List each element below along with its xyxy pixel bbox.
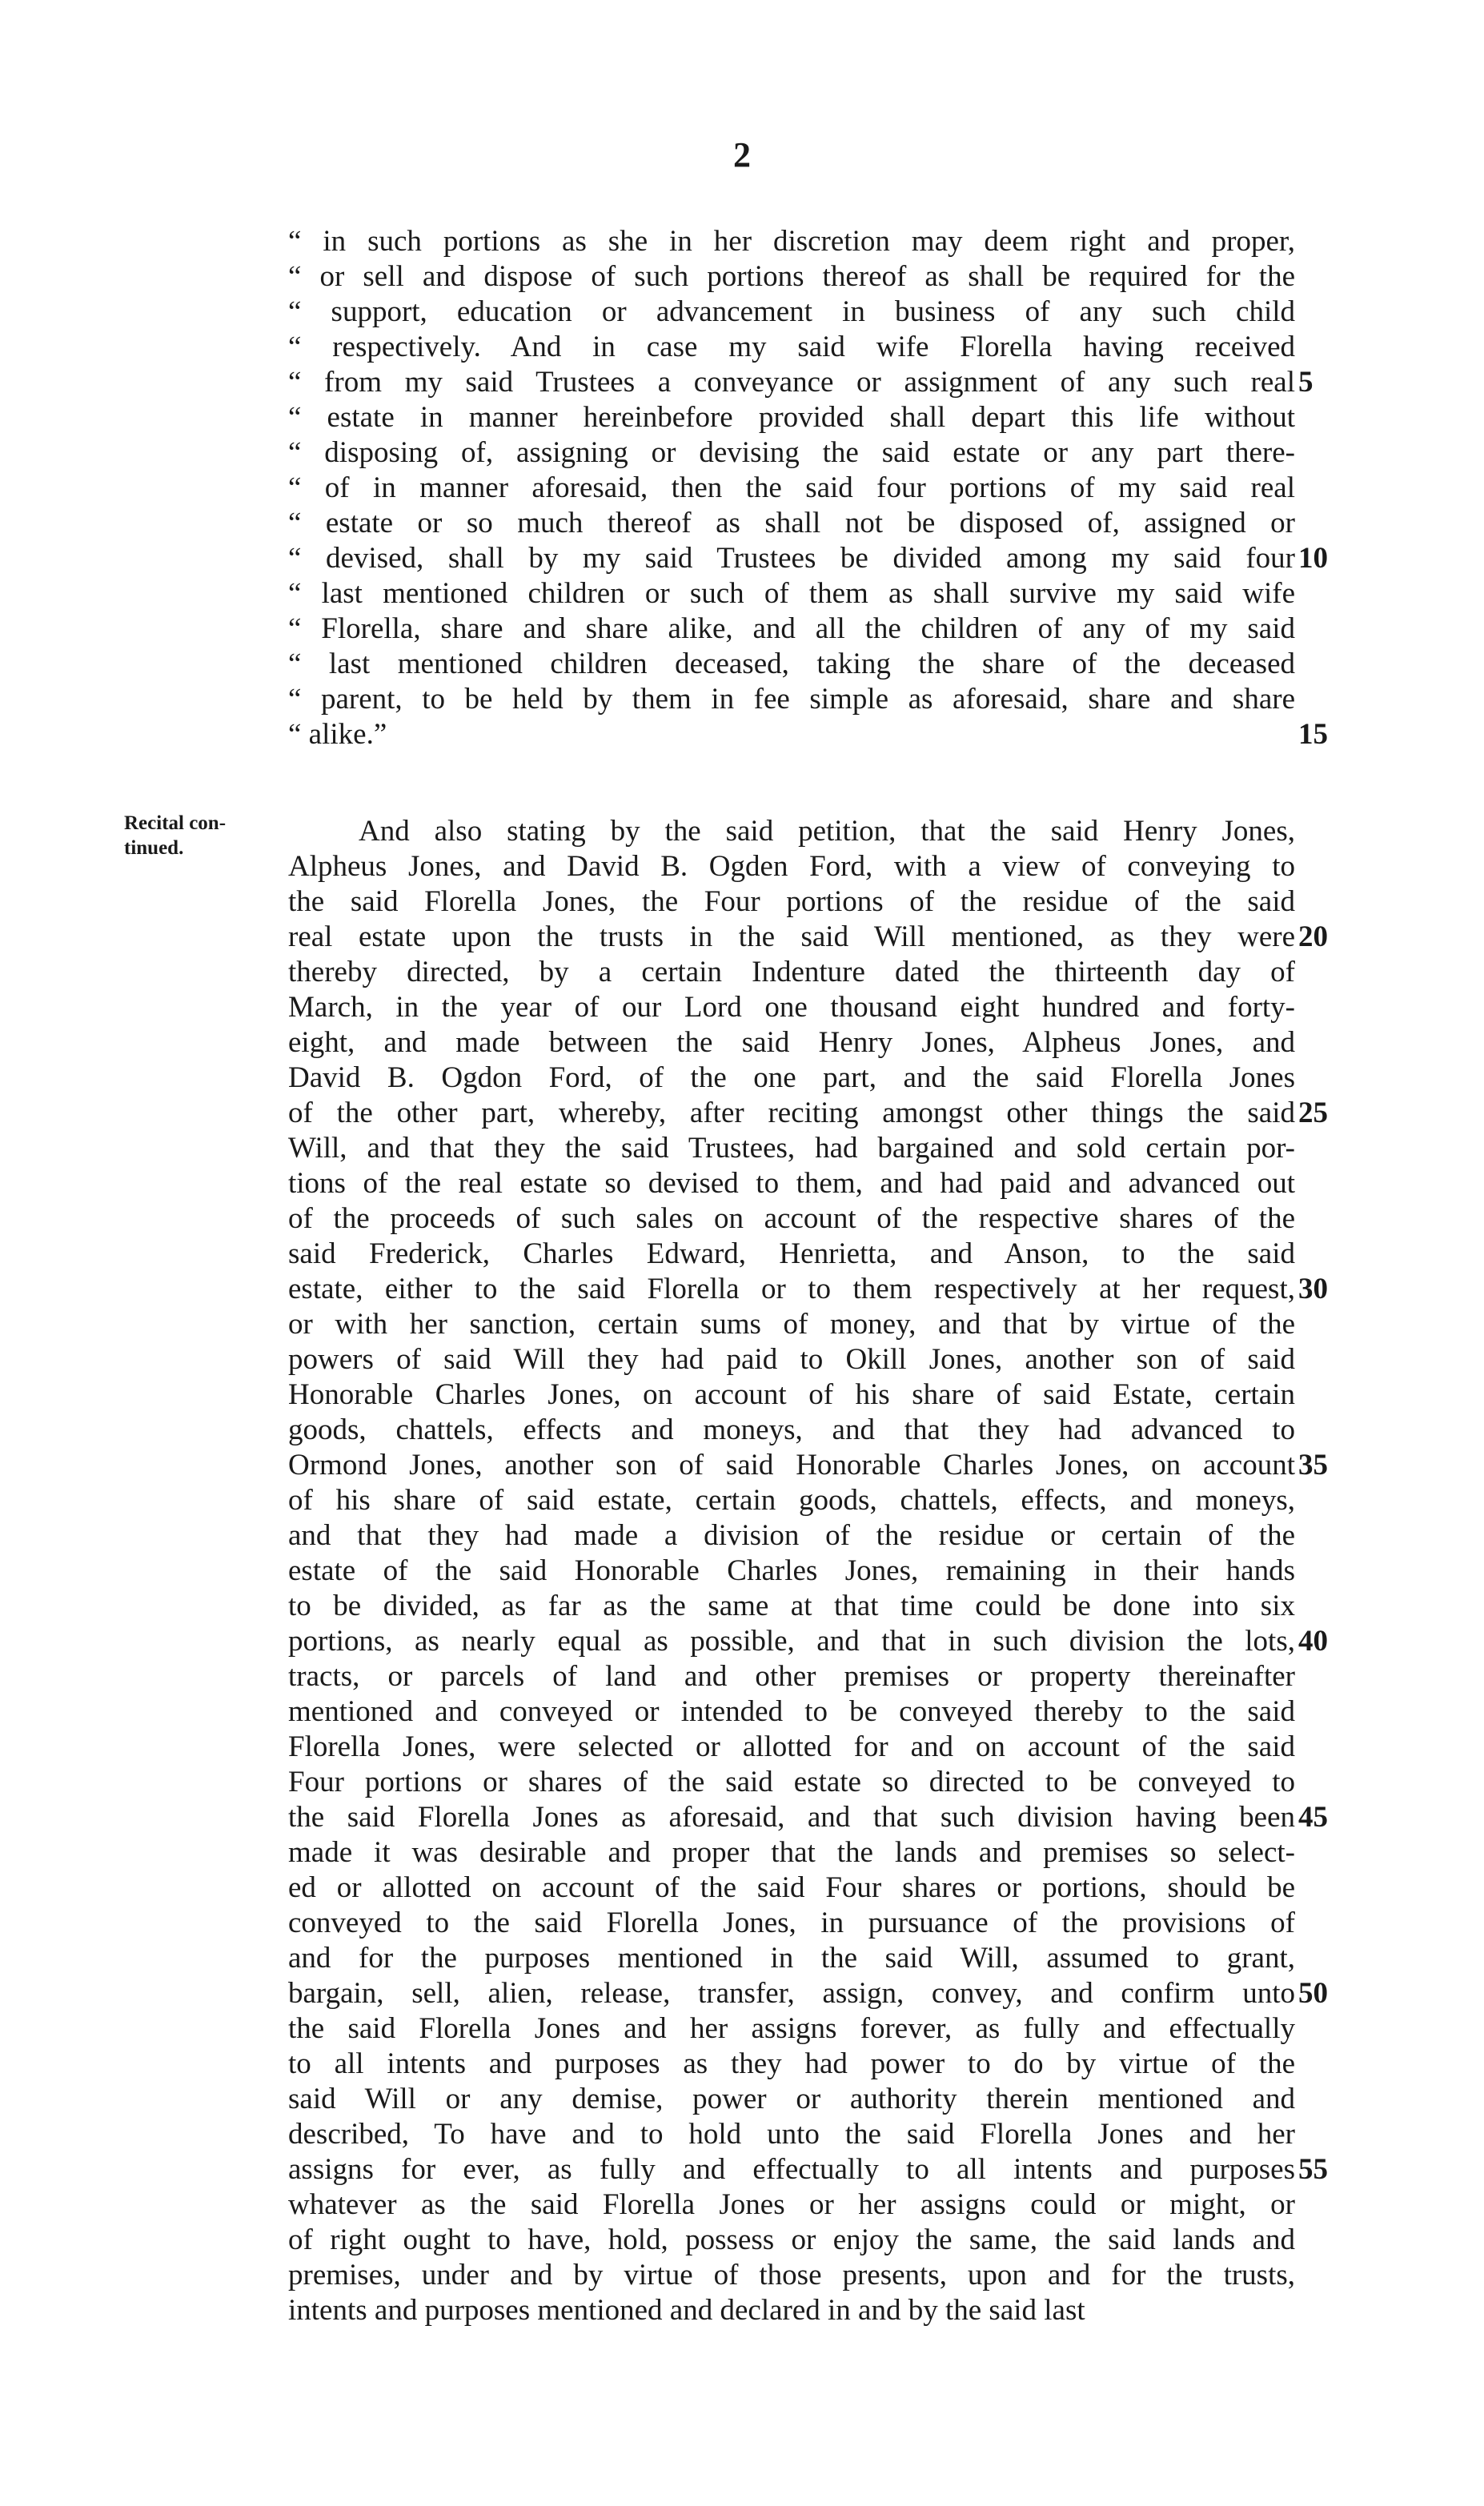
- quote-line: “ Florella, share and share alike, and all the children of any of my said: [288, 612, 1295, 645]
- body-line: of his share of said estate, certain goods, chattels, effects, and moneys,: [288, 1484, 1295, 1517]
- margin-note-line: tinued.: [124, 837, 184, 859]
- quote-line: “ respectively. And in case my said wife Florella having received: [288, 331, 1295, 363]
- body-line: premises, under and by virtue of those presents, upon and for the trusts,: [288, 2259, 1295, 2291]
- body-line: Alpheus Jones, and David B. Ogden Ford, with a view of conveying to: [288, 850, 1295, 883]
- line-number: 30: [1298, 1273, 1328, 1305]
- quote-line: “ devised, shall by my said Trustees be divided among my said four: [288, 542, 1295, 575]
- line-number: 40: [1298, 1625, 1328, 1658]
- body-line: Florella Jones, were selected or allotted for and on account of the said: [288, 1730, 1295, 1763]
- quote-line: “ last mentioned children or such of them as shall survive my said wife: [288, 577, 1295, 610]
- body-line: tions of the real estate so devised to them, and had paid and advanced out: [288, 1167, 1295, 1200]
- body-line: March, in the year of our Lord one thousand eight hundred and forty-: [288, 991, 1295, 1024]
- body-line: the said Florella Jones, the Four portions of the residue of the said: [288, 885, 1295, 918]
- body-line: conveyed to the said Florella Jones, in pursuance of the provisions of: [288, 1907, 1295, 1939]
- line-number: 25: [1298, 1097, 1328, 1129]
- body-line: said Will or any demise, power or authority therein mentioned and: [288, 2083, 1295, 2115]
- quote-line: “ alike.”: [288, 718, 387, 751]
- body-line: Will, and that they the said Trustees, had bargained and sold certain por-: [288, 1132, 1295, 1165]
- line-number: 50: [1298, 1977, 1328, 2010]
- quote-line: “ from my said Trustees a conveyance or assignment of any such real: [288, 366, 1295, 399]
- body-line: intents and purposes mentioned and declared in and by the said last: [288, 2294, 1085, 2327]
- quote-line: “ support, education or advancement in business of any such child: [288, 295, 1295, 328]
- body-line: Ormond Jones, another son of said Honorable Charles Jones, on account: [288, 1449, 1295, 1482]
- line-number: 5: [1298, 366, 1314, 399]
- margin-note-line: Recital con-: [124, 812, 227, 834]
- margin-note: [124, 811, 284, 860]
- body-line: estate, either to the said Florella or to them respectively at her request,: [288, 1273, 1295, 1305]
- quote-line: “ of in manner aforesaid, then the said four portions of my said real: [288, 471, 1295, 504]
- body-line: the said Florella Jones and her assigns forever, as fully and effectually: [288, 2012, 1295, 2045]
- quote-line: “ parent, to be held by them in fee simple as aforesaid, share and share: [288, 683, 1295, 716]
- body-line: and for the purposes mentioned in the said Will, assumed to grant,: [288, 1942, 1295, 1975]
- quote-line: “ estate or so much thereof as shall not be disposed of, assigned or: [288, 507, 1295, 539]
- body-line: of the other part, whereby, after reciting amongst other things the said: [288, 1097, 1295, 1129]
- body-line: said Frederick, Charles Edward, Henrietta, and Anson, to the said: [288, 1237, 1295, 1270]
- line-number: 55: [1298, 2153, 1328, 2186]
- quote-line: “ in such portions as she in her discretion may deem right and proper,: [288, 225, 1295, 258]
- body-line: whatever as the said Florella Jones or her assigns could or might, or: [288, 2188, 1295, 2221]
- body-line: Four portions or shares of the said estate so directed to be conveyed to: [288, 1766, 1295, 1798]
- body-line: eight, and made between the said Henry Jones, Alpheus Jones, and: [288, 1026, 1295, 1059]
- body-line: David B. Ogdon Ford, of the one part, and the said Florella Jones: [288, 1061, 1295, 1094]
- quote-line: “ or sell and dispose of such portions thereof as shall be required for the: [288, 260, 1295, 293]
- body-line: or with her sanction, certain sums of money, and that by virtue of the: [288, 1308, 1295, 1341]
- body-line: portions, as nearly equal as possible, and that in such division the lots,: [288, 1625, 1295, 1658]
- body-line: powers of said Will they had paid to Okill Jones, another son of said: [288, 1343, 1295, 1376]
- line-number: 15: [1298, 718, 1328, 751]
- body-line: to be divided, as far as the same at that time could be done into six: [288, 1590, 1295, 1622]
- body-line: made it was desirable and proper that the lands and premises so select-: [288, 1836, 1295, 1869]
- body-line: ed or allotted on account of the said Four shares or portions, should be: [288, 1871, 1295, 1904]
- body-line: of right ought to have, hold, possess or enjoy the same, the said lands and: [288, 2223, 1295, 2256]
- body-line: and that they had made a division of the residue or certain of the: [288, 1519, 1295, 1552]
- quote-line: “ disposing of, assigning or devising the said estate or any part there-: [288, 436, 1295, 469]
- quote-line: “ last mentioned children deceased, taking the share of the deceased: [288, 648, 1295, 680]
- quote-line: “ estate in manner hereinbefore provided shall depart this life without: [288, 401, 1295, 434]
- body-line: to all intents and purposes as they had power to do by virtue of the: [288, 2047, 1295, 2080]
- body-line: thereby directed, by a certain Indenture dated the thirteenth day of: [288, 956, 1295, 988]
- body-line: assigns for ever, as fully and effectually to all intents and purposes: [288, 2153, 1295, 2186]
- line-number: 20: [1298, 920, 1328, 953]
- body-line: described, To have and to hold unto the said Florella Jones and her: [288, 2118, 1295, 2151]
- page-number: 2: [733, 135, 751, 174]
- body-line: real estate upon the trusts in the said Will mentioned, as they were: [288, 920, 1295, 953]
- body-line: And also stating by the said petition, that the said Henry Jones,: [359, 815, 1295, 848]
- body-line: Honorable Charles Jones, on account of his share of said Estate, certain: [288, 1378, 1295, 1411]
- line-number: 45: [1298, 1801, 1328, 1834]
- body-line: mentioned and conveyed or intended to be conveyed thereby to the said: [288, 1695, 1295, 1728]
- line-number: 35: [1298, 1449, 1328, 1482]
- body-line: goods, chattels, effects and moneys, and that they had advanced to: [288, 1413, 1295, 1446]
- body-line: estate of the said Honorable Charles Jones, remaining in their hands: [288, 1554, 1295, 1587]
- body-line: of the proceeds of such sales on account of the respective shares of the: [288, 1202, 1295, 1235]
- line-number: 10: [1298, 542, 1328, 575]
- body-line: the said Florella Jones as aforesaid, and that such division having been: [288, 1801, 1295, 1834]
- body-line: tracts, or parcels of land and other premises or property thereinafter: [288, 1660, 1295, 1693]
- body-line: bargain, sell, alien, release, transfer, assign, convey, and confirm unto: [288, 1977, 1295, 2010]
